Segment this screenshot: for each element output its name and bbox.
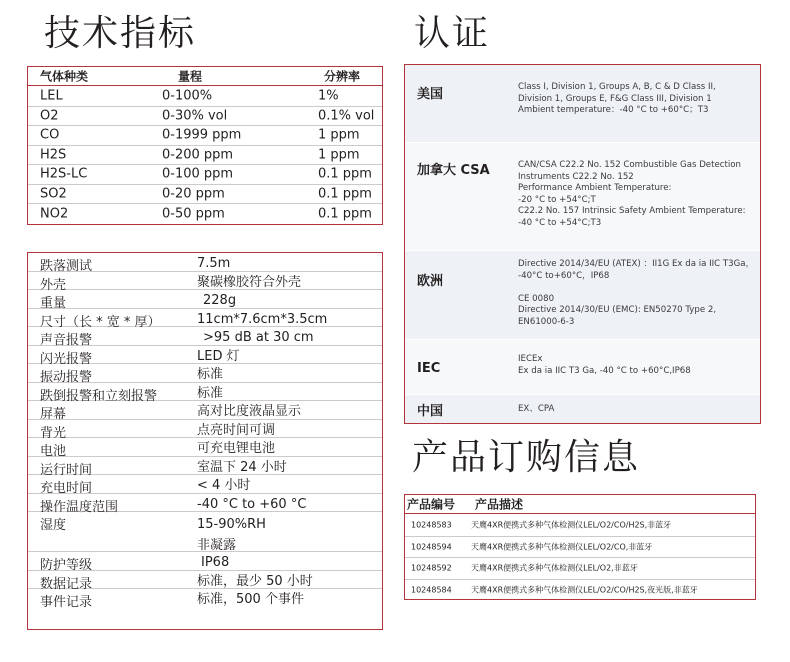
- table-row: [28, 126, 382, 146]
- cert-row-iec: [405, 340, 760, 395]
- spec-key: 外壳: [40, 277, 67, 293]
- spec-key: 背光: [40, 425, 67, 441]
- spec-key: 跌倒报警和立刻报警: [40, 388, 158, 404]
- ordering-header: [405, 495, 755, 514]
- gas-range: 0-200 ppm: [162, 147, 234, 163]
- gas-spec-table: [27, 66, 383, 225]
- gas-resolution: 0.1 ppm: [318, 206, 372, 222]
- spec-key: 闪光报警: [40, 351, 93, 367]
- gas-name: SO2: [40, 186, 67, 202]
- spec-key: 跌落测试: [40, 259, 93, 274]
- ordering-table: [404, 494, 756, 600]
- ordering-heading: 产品订购信息: [412, 437, 641, 478]
- gas-resolution: 1%: [318, 88, 339, 104]
- spec-key: 防护等级: [40, 558, 93, 573]
- header-gas-type: 气体种类: [40, 69, 89, 84]
- spec-key: 尺寸（长 * 宽 * 厚）: [40, 314, 161, 330]
- certification-heading: 认证: [414, 13, 491, 54]
- spec-value: 高对比度液晶显示: [197, 404, 302, 419]
- spec-key: 重量: [40, 296, 67, 311]
- table-row: [28, 457, 382, 476]
- spec-value: 聚碳橡胶符合外壳: [197, 274, 302, 290]
- gas-range: 0-30% vol: [162, 108, 228, 124]
- spec-value: 点亮时间可调: [197, 422, 276, 438]
- gas-resolution: 1 ppm: [318, 127, 360, 143]
- spec-key: 事件记录: [40, 595, 93, 610]
- table-row: [28, 512, 382, 552]
- gas-name: O2: [40, 108, 59, 124]
- cert-detail: Directive 2014/34/EU (ATEX) ：II1G Ex da ia IIC T3Ga， -40°C to+60°C，IP68 CE 0080 Directive 2014/30/EU (EMC): EN50270 Type 2, EN61000-6-3: [518, 259, 755, 327]
- spec-value: 标准，最少 50 小时: [197, 573, 313, 589]
- table-row: [28, 185, 382, 205]
- gas-range: 0-1999 ppm: [162, 127, 242, 143]
- spec-value: 标准: [197, 385, 224, 401]
- part-number: 10248584: [411, 585, 452, 595]
- spec-key: 声音报警: [40, 333, 93, 348]
- cert-row-canada: [405, 143, 760, 251]
- cert-region: 加拿大 CSA: [417, 163, 490, 178]
- gas-name: H2S: [40, 147, 67, 163]
- cert-detail: CAN/CSA C22.2 No. 152 Combustible Gas Detection Instruments C22.2 No. 152 Performance Ambient Temperature: -20 °C to +54°C;T C22.2 No. 157 Intrinsic Safety Ambient Temperature: -40 °C to +54°C;T3: [518, 160, 746, 228]
- cert-region: 中国: [417, 404, 444, 419]
- cert-region: IEC: [417, 361, 441, 376]
- table-row: [28, 253, 382, 272]
- part-number: 10248592: [411, 563, 452, 573]
- cert-row-europe: [405, 251, 760, 340]
- gas-range: 0-50 ppm: [162, 206, 225, 222]
- table-row: [28, 346, 382, 365]
- specs-heading: 技术指标: [44, 13, 197, 54]
- table-row: [405, 515, 755, 537]
- spec-key: 电池: [40, 444, 67, 459]
- spec-key: 振动报警: [40, 370, 93, 385]
- header-resolution: 分辨率: [324, 69, 361, 84]
- table-row: [28, 494, 382, 513]
- spec-key: 湿度: [40, 518, 67, 533]
- cert-detail: IECEx Ex da ia IIC T3 Ga, -40 °C to +60°C,IP68: [518, 354, 691, 376]
- table-row: [28, 571, 382, 590]
- part-description: 天鹰4XR便携式多种气体检测仪LEL/O2,非蓝牙: [471, 563, 638, 573]
- spec-key: 屏幕: [40, 407, 67, 422]
- part-description: 天鹰4XR便携式多种气体检测仪LEL/O2/CO/H2S,非蓝牙: [471, 520, 672, 530]
- spec-value: 可充电锂电池: [197, 441, 276, 456]
- table-row: [28, 204, 382, 224]
- certification-panel: [404, 64, 761, 424]
- spec-value: IP68: [201, 555, 230, 570]
- table-row: [28, 272, 382, 291]
- table-row: [28, 589, 382, 609]
- gas-spec-header: [28, 67, 382, 86]
- gas-range: 0-100 ppm: [162, 166, 234, 182]
- gas-name: LEL: [40, 88, 63, 104]
- gas-name: NO2: [40, 206, 69, 222]
- gas-name: CO: [40, 127, 60, 143]
- spec-key: 充电时间: [40, 481, 93, 496]
- table-row: [28, 146, 382, 166]
- spec-value: 室温下 24 小时: [197, 459, 287, 475]
- spec-value: 7.5m: [197, 256, 231, 271]
- gas-resolution: 1 ppm: [318, 147, 360, 163]
- table-row: [28, 420, 382, 439]
- spec-value: 标准: [197, 367, 224, 382]
- gas-range: 0-20 ppm: [162, 186, 225, 202]
- spec-value: LED 灯: [197, 348, 240, 364]
- table-row: [28, 383, 382, 402]
- spec-value: >95 dB at 30 cm: [203, 330, 314, 345]
- spec-value: < 4 小时: [197, 478, 251, 493]
- table-row: [28, 401, 382, 420]
- cert-region: 欧洲: [417, 274, 444, 289]
- spec-value: 15-90%RH 非凝露: [197, 517, 266, 553]
- cert-detail: Class I, Division 1, Groups A, B, C & D Class II, Division 1, Groups E, F&G Class III, Division 1 Ambient temperature：-40 °C to +60°C；T3: [518, 82, 716, 115]
- table-row: [28, 309, 382, 328]
- cert-detail: EX、CPA: [518, 404, 555, 414]
- part-number: 10248583: [411, 520, 452, 530]
- header-range: 量程: [178, 69, 203, 84]
- cert-row-china: [405, 395, 760, 424]
- spec-value: -40 °C to +60 °C: [197, 496, 307, 512]
- gas-range: 0-100%: [162, 88, 213, 104]
- gas-resolution: 0.1 ppm: [318, 186, 372, 202]
- spec-value: 标准，500 个事件: [197, 592, 304, 607]
- spec-value: 11cm*7.6cm*3.5cm: [197, 311, 328, 327]
- spec-key: 操作温度范围: [40, 499, 119, 515]
- table-row: [28, 475, 382, 494]
- table-row: [405, 537, 755, 559]
- spec-key: 数据记录: [40, 576, 93, 592]
- spec-key: 运行时间: [40, 462, 93, 478]
- table-row: [28, 364, 382, 383]
- part-number: 10248594: [411, 542, 452, 552]
- spec-value: 228g: [203, 293, 237, 308]
- table-row: [28, 552, 382, 571]
- table-row: [28, 87, 382, 107]
- table-row: [28, 327, 382, 346]
- physical-spec-table: [27, 252, 383, 630]
- part-description: 天鹰4XR便携式多种气体检测仪LEL/O2/CO/H2S,夜光版,非蓝牙: [471, 585, 698, 595]
- table-row: [405, 580, 755, 602]
- table-row: [28, 438, 382, 457]
- header-part-number: 产品编号: [407, 497, 456, 512]
- table-row: [28, 290, 382, 309]
- header-description: 产品描述: [475, 497, 524, 512]
- cert-row-usa: [405, 65, 760, 143]
- cert-region: 美国: [417, 87, 444, 102]
- table-row: [28, 107, 382, 127]
- table-row: [28, 165, 382, 185]
- table-row: [405, 558, 755, 580]
- gas-name: H2S-LC: [40, 166, 88, 182]
- gas-resolution: 0.1 ppm: [318, 166, 372, 182]
- part-description: 天鹰4XR便携式多种气体检测仪LEL/O2/CO,非蓝牙: [471, 542, 653, 552]
- gas-resolution: 0.1% vol: [318, 108, 375, 124]
